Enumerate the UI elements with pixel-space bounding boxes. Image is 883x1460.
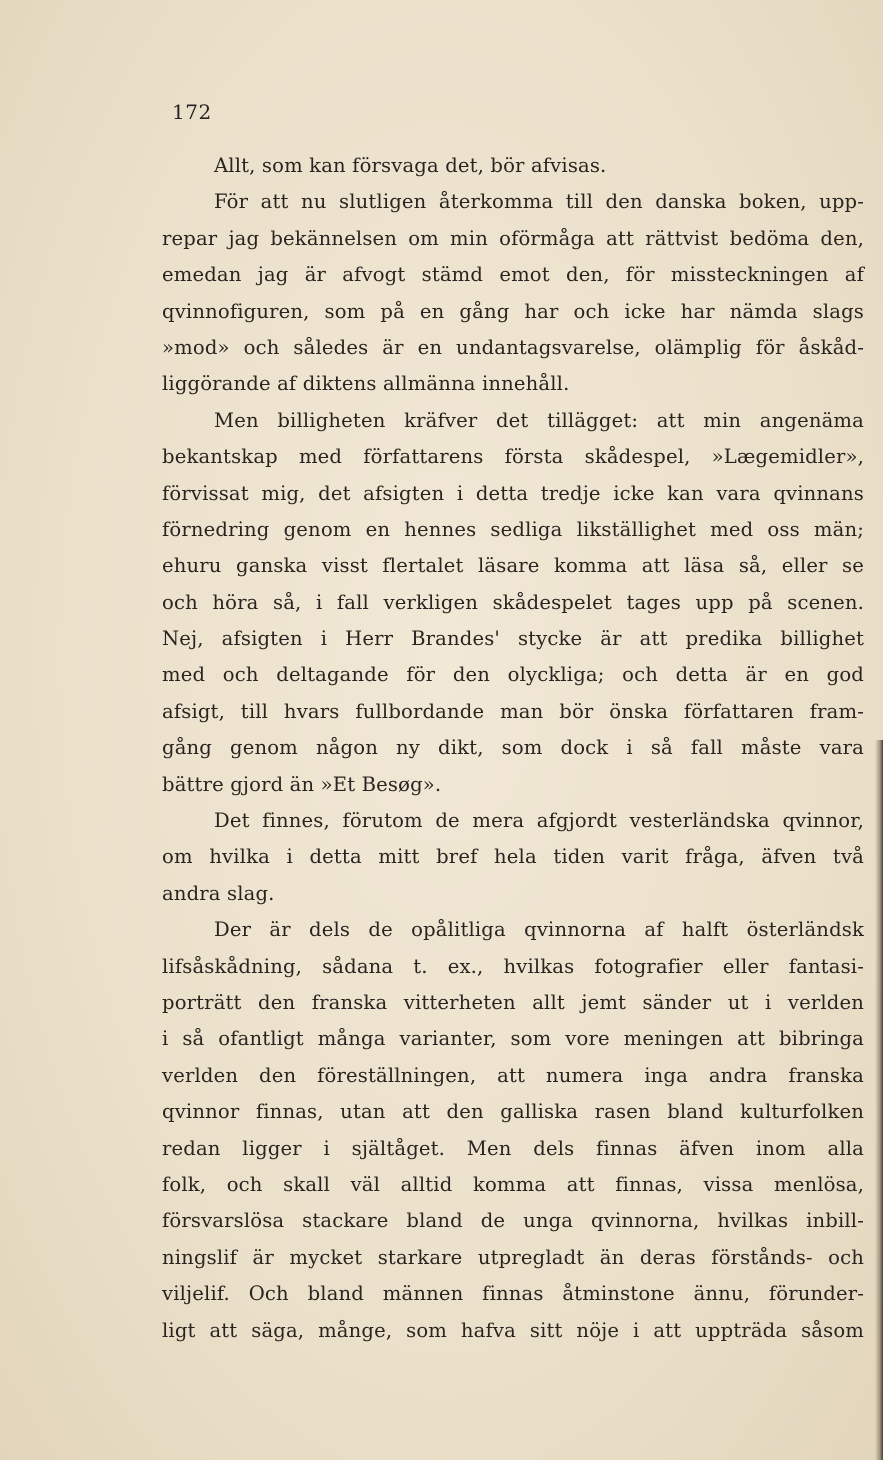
text-line: och höra så, i fall verkligen skådespelet tages upp på scenen. xyxy=(162,590,864,614)
text-line: ehuru ganska visst flertalet läsare komma att läsa så, eller se xyxy=(162,554,864,578)
text-line: gång genom någon ny dikt, som dock i så fall måste vara xyxy=(162,736,864,760)
text-line: andra slag. xyxy=(162,881,275,905)
text-line: För att nu slutligen återkomma till den danska boken, upp- xyxy=(214,190,864,214)
text-line: Der är dels de opålitliga qvinnorna af halft österländsk xyxy=(214,918,864,942)
text-line: förnedring genom en hennes sedliga likställighet med oss män; xyxy=(162,517,864,541)
text-line: Det finnes, förutom de mera afgjordt vesterländska qvinnor, xyxy=(214,809,864,833)
body-text xyxy=(162,148,864,1349)
text-line: redan ligger i själtåget. Men dels finnas äfven inom alla xyxy=(162,1136,864,1160)
text-line: qvinnofiguren, som på en gång har och icke har nämda slags xyxy=(162,299,864,323)
text-line: bättre gjord än »Et Besøg». xyxy=(162,772,442,796)
text-line: emedan jag är afvogt stämd emot den, för missteckningen af xyxy=(162,263,864,287)
text-line: i så ofantligt många varianter, som vore meningen att bibringa xyxy=(162,1027,864,1051)
text-line: bekantskap med författarens första skådespel, »Lægemidler», xyxy=(162,445,864,469)
text-line: Men billigheten kräfver det tillägget: att min angenäma xyxy=(214,408,864,432)
text-line: försvarslösa stackare bland de unga qvinnorna, hvilkas inbill- xyxy=(162,1209,864,1233)
text-line: porträtt den franska vitterheten allt jemt sänder ut i verlden xyxy=(162,990,864,1014)
text-line: folk, och skall väl alltid komma att finnas, vissa menlösa, xyxy=(162,1172,864,1196)
text-line: om hvilka i detta mitt bref hela tiden varit fråga, äfven två xyxy=(162,845,864,869)
text-line: med och deltagande för den olyckliga; och detta är en god xyxy=(162,663,864,687)
text-line: liggörande af diktens allmänna innehåll. xyxy=(162,372,570,396)
page-edge-shadow xyxy=(875,740,883,1460)
text-line: viljelif. Och bland männen finnas åtminstone ännu, förunder- xyxy=(162,1282,864,1306)
text-line: ningslif är mycket starkare utpregladt än deras förstånds- och xyxy=(162,1245,864,1269)
text-line: »mod» och således är en undantagsvarelse, olämplig för åskåd- xyxy=(162,335,864,359)
text-line: lifsåskådning, sådana t. ex., hvilkas fotografier eller fantasi- xyxy=(162,954,864,978)
text-line: förvissat mig, det afsigten i detta tredje icke kan vara qvinnans xyxy=(162,481,864,505)
text-line: repar jag bekännelsen om min oförmåga att rättvist bedöma den, xyxy=(162,226,864,250)
text-line: Nej, afsigten i Herr Brandes' stycke är att predika billighet xyxy=(162,627,864,651)
text-line: qvinnor finnas, utan att den galliska rasen bland kulturfolken xyxy=(162,1100,864,1124)
text-line: Allt, som kan försvaga det, bör afvisas. xyxy=(214,154,607,177)
page-number: 172 xyxy=(172,100,212,124)
text-line: verlden den föreställningen, att numera inga andra franska xyxy=(162,1063,864,1087)
text-line: afsigt, till hvars fullbordande man bör önska författaren fram- xyxy=(162,699,864,723)
text-line: ligt att säga, månge, som hafva sitt nöje i att uppträda såsom xyxy=(162,1318,864,1342)
